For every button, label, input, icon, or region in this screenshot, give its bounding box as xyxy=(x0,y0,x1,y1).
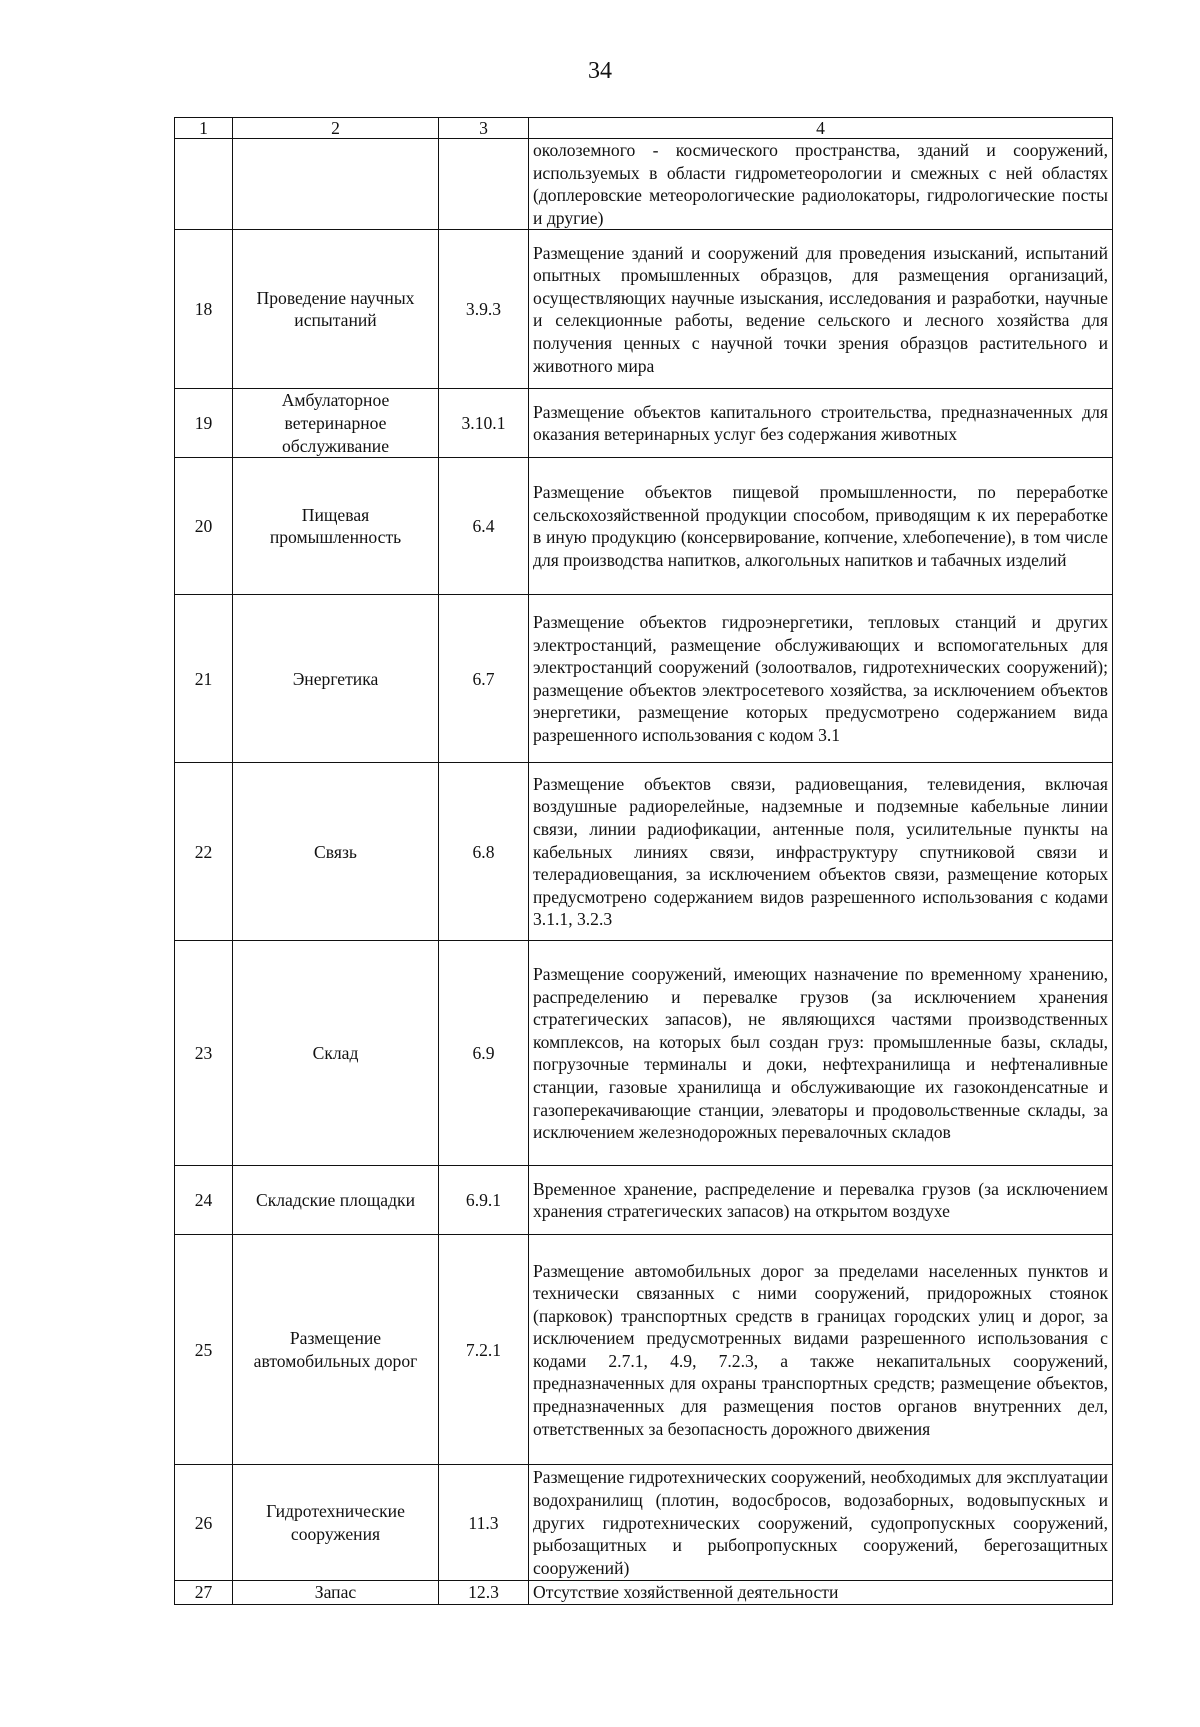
use-description: Размещение объектов пищевой промышленности, по переработке сельскохозяйственной продукции способом, приводящим к их переработке в иную продукцию (консервирование, копчение, хлебопечение), в том числе для производства напитков, алкогольных напитков и табачных изделий xyxy=(529,458,1113,595)
column-header: 1 xyxy=(175,118,233,139)
use-description: Отсутствие хозяйственной деятельности xyxy=(529,1581,1113,1605)
column-header: 3 xyxy=(439,118,529,139)
use-name: Складские площадки xyxy=(233,1166,439,1235)
use-code: 12.3 xyxy=(439,1581,529,1605)
use-description: Размещение сооружений, имеющих назначение по временному хранению, распределению и перевалке грузов (за исключением хранения стратегических запасов), не являющихся частями производственных комплексов, на которых был создан груз: промышленные базы, склады, погрузочные терминалы и доки, нефтехранилища и нефтеналивные станции, газовые хранилища и обслуживающие их газоконденсатные и газоперекачивающие станции, элеваторы и продовольственные склады, за исключением железнодорожных перевалочных складов xyxy=(529,941,1113,1166)
use-code: 11.3 xyxy=(439,1465,529,1581)
row-number: 26 xyxy=(175,1465,233,1581)
table-row xyxy=(175,458,1113,595)
row-number: 27 xyxy=(175,1581,233,1605)
table-row xyxy=(175,595,1113,763)
row-number: 20 xyxy=(175,458,233,595)
row-number: 19 xyxy=(175,389,233,458)
column-header: 2 xyxy=(233,118,439,139)
row-number: 18 xyxy=(175,230,233,389)
use-name: Пищевая промышленность xyxy=(233,458,439,595)
page-number: 34 xyxy=(588,58,612,84)
use-code: 6.8 xyxy=(439,763,529,941)
use-description: Размещение объектов капитального строительства, предназначенных для оказания ветеринарных услуг без содержания животных xyxy=(529,389,1113,458)
table-row xyxy=(175,1166,1113,1235)
use-description: околоземного - космического пространства, зданий и сооружений, используемых в области гидрометеорологии и смежных с ней областях (доплеровские метеорологические радиолокаторы, гидрологические посты и другие) xyxy=(529,139,1113,230)
row-number xyxy=(175,139,233,230)
use-code: 7.2.1 xyxy=(439,1235,529,1465)
use-code: 3.10.1 xyxy=(439,389,529,458)
table-row xyxy=(175,389,1113,458)
use-name: Гидротехнические сооружения xyxy=(233,1465,439,1581)
use-name: Размещение автомобильных дорог xyxy=(233,1235,439,1465)
row-number: 23 xyxy=(175,941,233,1166)
use-name: Амбулаторное ветеринарное обслуживание xyxy=(233,389,439,458)
use-code: 3.9.3 xyxy=(439,230,529,389)
use-description: Размещение гидротехнических сооружений, необходимых для эксплуатации водохранилищ (плотин, водосбросов, водозаборных, водовыпускных и других гидротехнических сооружений, судопропускных сооружений, рыбозащитных и рыбопропускных сооружений, берегозащитных сооружений) xyxy=(529,1465,1113,1581)
use-name: Энергетика xyxy=(233,595,439,763)
use-code: 6.9.1 xyxy=(439,1166,529,1235)
use-description: Временное хранение, распределение и перевалка грузов (за исключением хранения стратегических запасов) на открытом воздухе xyxy=(529,1166,1113,1235)
use-name: Склад xyxy=(233,941,439,1166)
use-name: Проведение научных испытаний xyxy=(233,230,439,389)
use-code: 6.9 xyxy=(439,941,529,1166)
use-description: Размещение автомобильных дорог за пределами населенных пунктов и технически связанных с ними сооружений, придорожных стоянок (парковок) транспортных средств в границах городских улиц и дорог, за исключением предусмотренных видами разрешенного использования с кодами 2.7.1, 4.9, 7.2.3, а также некапитальных сооружений, предназначенных для охраны транспортных средств; размещение объектов, предназначенных для размещения постов органов внутренних дел, ответственных за безопасность дорожного движения xyxy=(529,1235,1113,1465)
land-use-table xyxy=(174,117,1113,1605)
column-header: 4 xyxy=(529,118,1113,139)
use-name: Связь xyxy=(233,763,439,941)
use-name: Запас xyxy=(233,1581,439,1605)
row-number: 24 xyxy=(175,1166,233,1235)
use-code xyxy=(439,139,529,230)
row-number: 21 xyxy=(175,595,233,763)
use-description: Размещение объектов связи, радиовещания, телевидения, включая воздушные радиорелейные, надземные и подземные кабельные линии связи, линии радиофикации, антенные поля, усилительные пункты на кабельных линиях связи, инфраструктуру спутниковой связи и телерадиовещания, за исключением объектов связи, размещение которых предусмотрено содержанием видов разрешенного использования с кодами 3.1.1, 3.2.3 xyxy=(529,763,1113,941)
use-name xyxy=(233,139,439,230)
use-description: Размещение объектов гидроэнергетики, тепловых станций и других электростанций, размещение обслуживающих и вспомогательных для электростанций сооружений (золоотвалов, гидротехнических сооружений); размещение объектов электросетевого хозяйства, за исключением объектов энергетики, размещение которых предусмотрено содержанием вида разрешенного использования с кодом 3.1 xyxy=(529,595,1113,763)
row-number: 25 xyxy=(175,1235,233,1465)
use-code: 6.4 xyxy=(439,458,529,595)
table-row xyxy=(175,230,1113,389)
use-code: 6.7 xyxy=(439,595,529,763)
row-number: 22 xyxy=(175,763,233,941)
use-description: Размещение зданий и сооружений для проведения изысканий, испытаний опытных промышленных образцов, для размещения организаций, осуществляющих научные изыскания, исследования и разработки, научные и селекционные работы, ведение сельского и лесного хозяйства для получения ценных с научной точки зрения образцов растительного и животного мира xyxy=(529,230,1113,389)
table-row xyxy=(175,1581,1113,1605)
table-row xyxy=(175,1465,1113,1581)
table-row xyxy=(175,1235,1113,1465)
table-row xyxy=(175,763,1113,941)
table-header-row xyxy=(175,118,1113,139)
table-row xyxy=(175,941,1113,1166)
table-row xyxy=(175,139,1113,230)
